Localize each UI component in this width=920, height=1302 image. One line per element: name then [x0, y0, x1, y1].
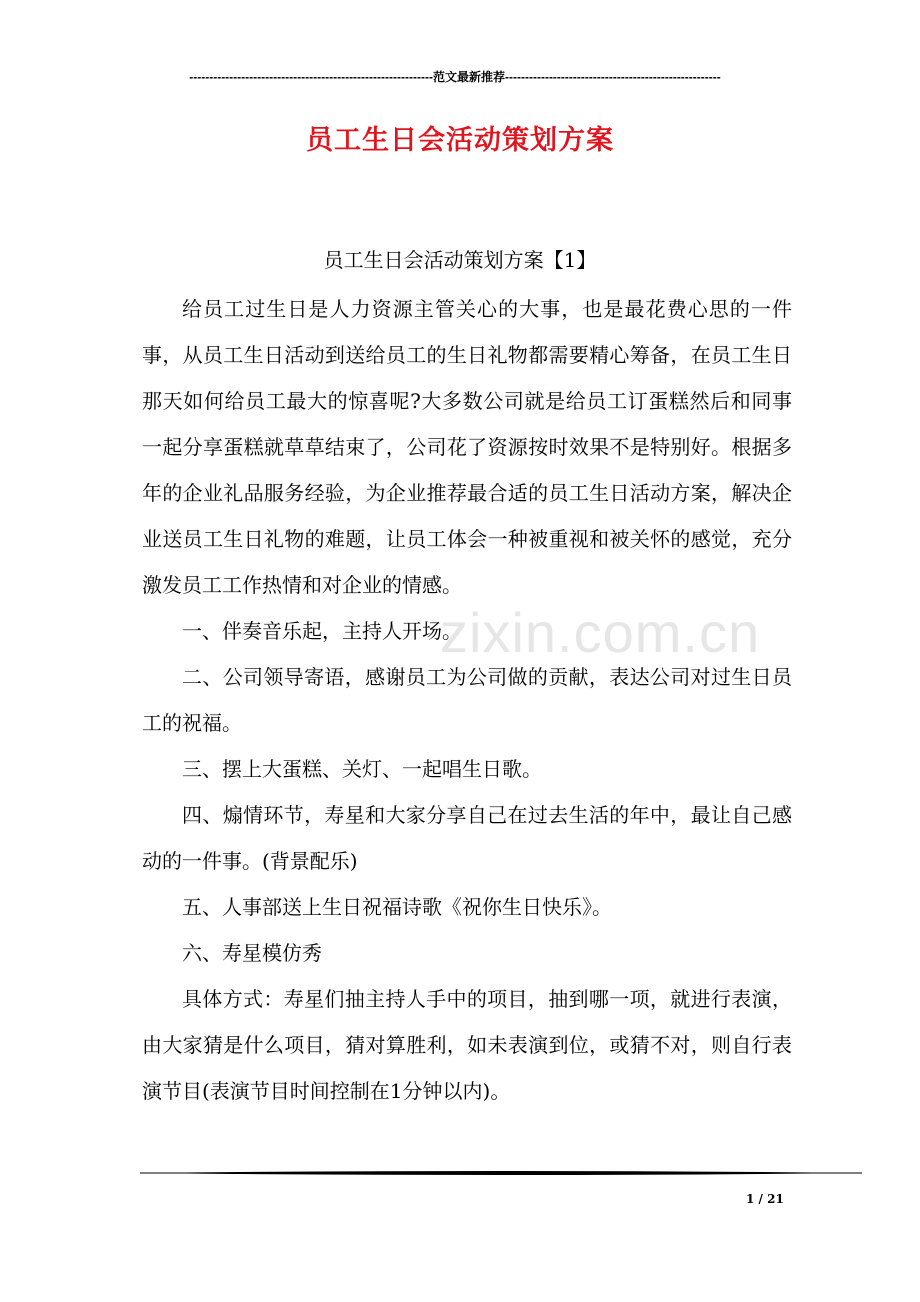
- step-paragraph: 一、伴奏音乐起，主持人开场。: [182, 619, 462, 643]
- document-title: 员工生日会活动策划方案: [306, 125, 614, 156]
- step-paragraph: 二、公司领导寄语，感谢员工为公司做的贡献，表达公司对过生日员工的祝福。: [142, 665, 792, 735]
- watermark: zixin.com.cn: [440, 601, 761, 664]
- step-paragraph: 四、煽情环节，寿星和大家分享自己在过去生活的年中，最让自己感动的一件事。(背景配乐): [142, 803, 792, 873]
- header-rule: -------------------------------------------------------------范文最新推荐------------------------------------------------------: [189, 70, 721, 84]
- section-heading: 员工生日会活动策划方案【1】: [323, 248, 597, 272]
- document-body: [142, 286, 792, 1114]
- step-paragraph: 五、人事部送上生日祝福诗歌《祝你生日快乐》。: [182, 895, 612, 919]
- step-paragraph: 三、摆上大蛋糕、关灯、一起唱生日歌。: [182, 757, 542, 781]
- footer-divider: [140, 1166, 862, 1180]
- step-paragraph: 六、寿星模仿秀: [182, 941, 322, 965]
- page-number: 1 / 21: [746, 1192, 784, 1206]
- method-paragraph: 具体方式：寿星们抽主持人手中的项目，抽到哪一项，就进行表演，由大家猜是什么项目，猜对算胜利，如未表演到位，或猜不对，则自行表演节目(表演节目时间控制在1分钟以内)。: [142, 987, 792, 1103]
- intro-paragraph: 给员工过生日是人力资源主管关心的大事，也是最花费心思的一件事，从员工生日活动到送给员工的生日礼物都需要精心筹备，在员工生日那天如何给员工最大的惊喜呢?大多数公司就是给员工订蛋糕然后和同事一起分享蛋糕就草草结束了，公司花了资源按时效果不是特别好。根据多年的企业礼品服务经验，为企业推荐最合适的员工生日活动方案，解决企业送员工生日礼物的难题，让员工体会一种被重视和被关怀的感觉，充分激发员工工作热情和对企业的情感。: [142, 297, 792, 597]
